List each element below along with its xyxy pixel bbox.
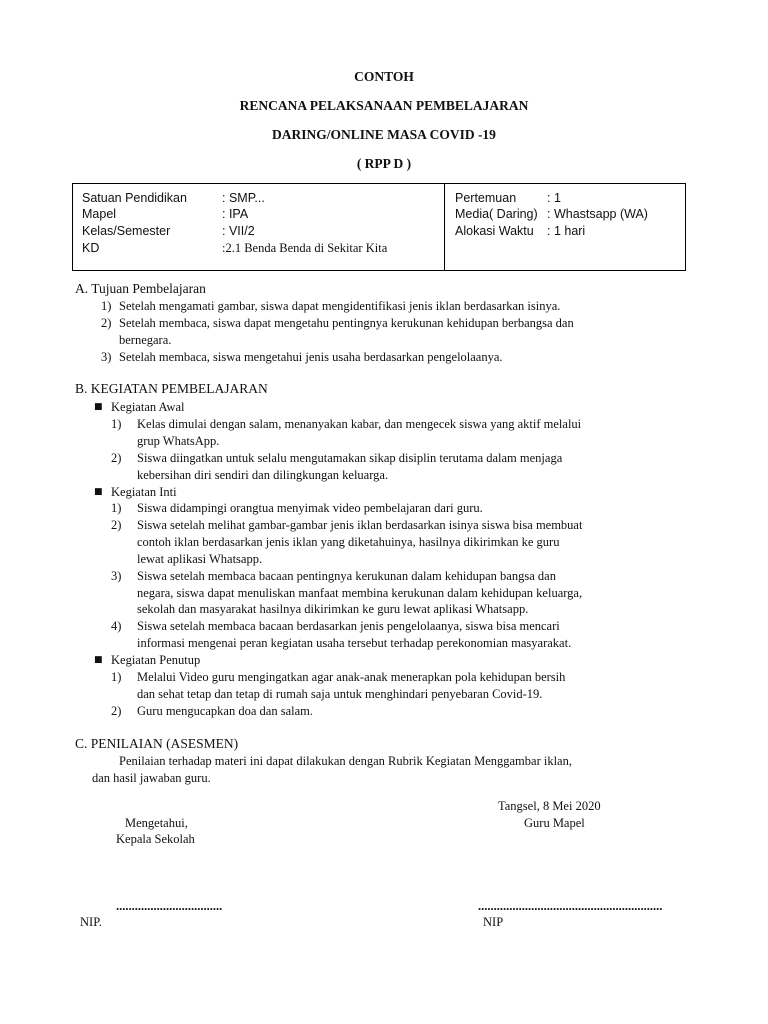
bullet-icon: ■	[94, 655, 103, 665]
list-number: 1)	[111, 417, 122, 431]
info-label: Pertemuan	[455, 191, 517, 205]
list-item-cont: negara, siswa dapat menuliskan manfaat membina kerukunan dalam kehidupan keluarga,	[137, 586, 583, 600]
info-value: :2.1 Benda Benda di Sekitar Kita	[222, 241, 388, 255]
bullet-icon: ■	[94, 487, 103, 497]
info-label: Alokasi Waktu	[455, 224, 534, 238]
subsection-title: Kegiatan Inti	[111, 485, 177, 499]
list-number: 3)	[111, 569, 122, 583]
list-number: 1)	[111, 501, 122, 515]
info-label: Media( Daring)	[455, 207, 538, 221]
info-value: : IPA	[222, 207, 249, 221]
list-item-cont: kebersihan diri sendiri dan dilingkungan keluarga.	[137, 468, 389, 482]
doc-subtitle: DARING/ONLINE MASA COVID -19	[272, 127, 496, 142]
paragraph-line: Penilaian terhadap materi ini dapat dilakukan dengan Rubrik Kegiatan Menggambar iklan,	[119, 754, 572, 768]
list-number: 2)	[111, 518, 122, 532]
list-number: 2)	[101, 316, 112, 330]
subsection-title: Kegiatan Penutup	[111, 653, 201, 667]
list-item: Melalui Video guru mengingatkan agar anak-anak menerapkan pola kehidupan bersih	[137, 670, 566, 684]
list-number: 1)	[111, 670, 122, 684]
list-number: 4)	[111, 619, 122, 633]
info-value: : SMP...	[222, 191, 265, 205]
info-label: Satuan Pendidikan	[82, 191, 187, 205]
info-divider	[444, 184, 445, 270]
list-item: Siswa setelah melihat gambar-gambar jenis iklan berdasarkan isinya siswa bisa membuat	[137, 518, 583, 532]
list-item-cont: sekolah dan masyarakat hasilnya dikirimkan ke guru lewat aplikasi Whatsapp.	[137, 602, 529, 616]
info-label: Mapel	[82, 207, 117, 221]
subsection-title: Kegiatan Awal	[111, 400, 185, 414]
info-value: : Whastsapp (WA)	[547, 207, 648, 221]
list-number: 1)	[101, 299, 112, 313]
list-item: Siswa diingatkan untuk selalu mengutamakan sikap disiplin terutama dalam menjaga	[137, 451, 563, 465]
sign-right-role: Guru Mapel	[524, 816, 585, 830]
list-number: 3)	[101, 350, 112, 364]
list-item-cont: informasi mengenai peran kegiatan usaha tersebut terhadap perekonomian masyarakat.	[137, 636, 572, 650]
list-item-cont: lewat aplikasi Whatsapp.	[137, 552, 263, 566]
list-item: Setelah mengamati gambar, siswa dapat mengidentifikasi jenis iklan berdasarkan isinya.	[119, 299, 561, 313]
doc-label: CONTOH	[354, 69, 414, 84]
list-number: 2)	[111, 451, 122, 465]
list-item-cont: dan sehat tetap dan tetap di rumah saja untuk menghindari penyebaran Covid-19.	[137, 687, 543, 701]
doc-title: RENCANA PELAKSANAAN PEMBELAJARAN	[239, 98, 529, 113]
nip-left: NIP.	[80, 915, 102, 929]
list-item-cont: bernegara.	[119, 333, 172, 347]
info-value: : VII/2	[222, 224, 255, 238]
list-item: Setelah membaca, siswa dapat mengetahu pentingnya kerukunan kehidupan berbangsa dan	[119, 316, 574, 330]
list-item: Kelas dimulai dengan salam, menanyakan kabar, dan mengecek siswa yang aktif melalui	[137, 417, 582, 431]
list-number: 2)	[111, 704, 122, 718]
signature-line-left: ..................................	[116, 899, 223, 913]
section-a-heading: A. Tujuan Pembelajaran	[75, 281, 206, 296]
list-item: Setelah membaca, siswa mengetahui jenis usaha berdasarkan pengelolaanya.	[119, 350, 503, 364]
list-item: Siswa setelah membaca bacaan pentingnya kerukunan dalam kehidupan bangsa dan	[137, 569, 556, 583]
list-item-cont: contoh iklan berdasarkan jenis iklan yang diketahuinya, hasilnya dikirimkan ke guru	[137, 535, 560, 549]
place-date: Tangsel, 8 Mei 2020	[498, 799, 601, 813]
list-item: Siswa setelah membaca bacaan berdasarkan jenis pengelolaanya, siswa bisa mencari	[137, 619, 560, 633]
paragraph-line: dan hasil jawaban guru.	[92, 771, 211, 785]
info-value: : 1 hari	[547, 224, 586, 238]
list-item-cont: grup WhatsApp.	[137, 434, 220, 448]
info-label: KD	[82, 241, 100, 255]
doc-code: ( RPP D )	[356, 156, 412, 171]
info-label: Kelas/Semester	[82, 224, 171, 238]
bullet-icon: ■	[94, 402, 103, 412]
list-item: Siswa didampingi orangtua menyimak video pembelajaran dari guru.	[137, 501, 483, 515]
sign-left-role: Mengetahui,	[125, 816, 188, 830]
sign-left-title: Kepala Sekolah	[116, 832, 195, 846]
section-b-heading: B. KEGIATAN PEMBELAJARAN	[75, 381, 268, 396]
nip-right: NIP	[483, 915, 504, 929]
list-item: Guru mengucapkan doa dan salam.	[137, 704, 313, 718]
section-c-heading: C. PENILAIAN (ASESMEN)	[75, 736, 239, 751]
info-value: : 1	[547, 191, 561, 205]
signature-line-right: ...........................................................	[478, 899, 663, 913]
